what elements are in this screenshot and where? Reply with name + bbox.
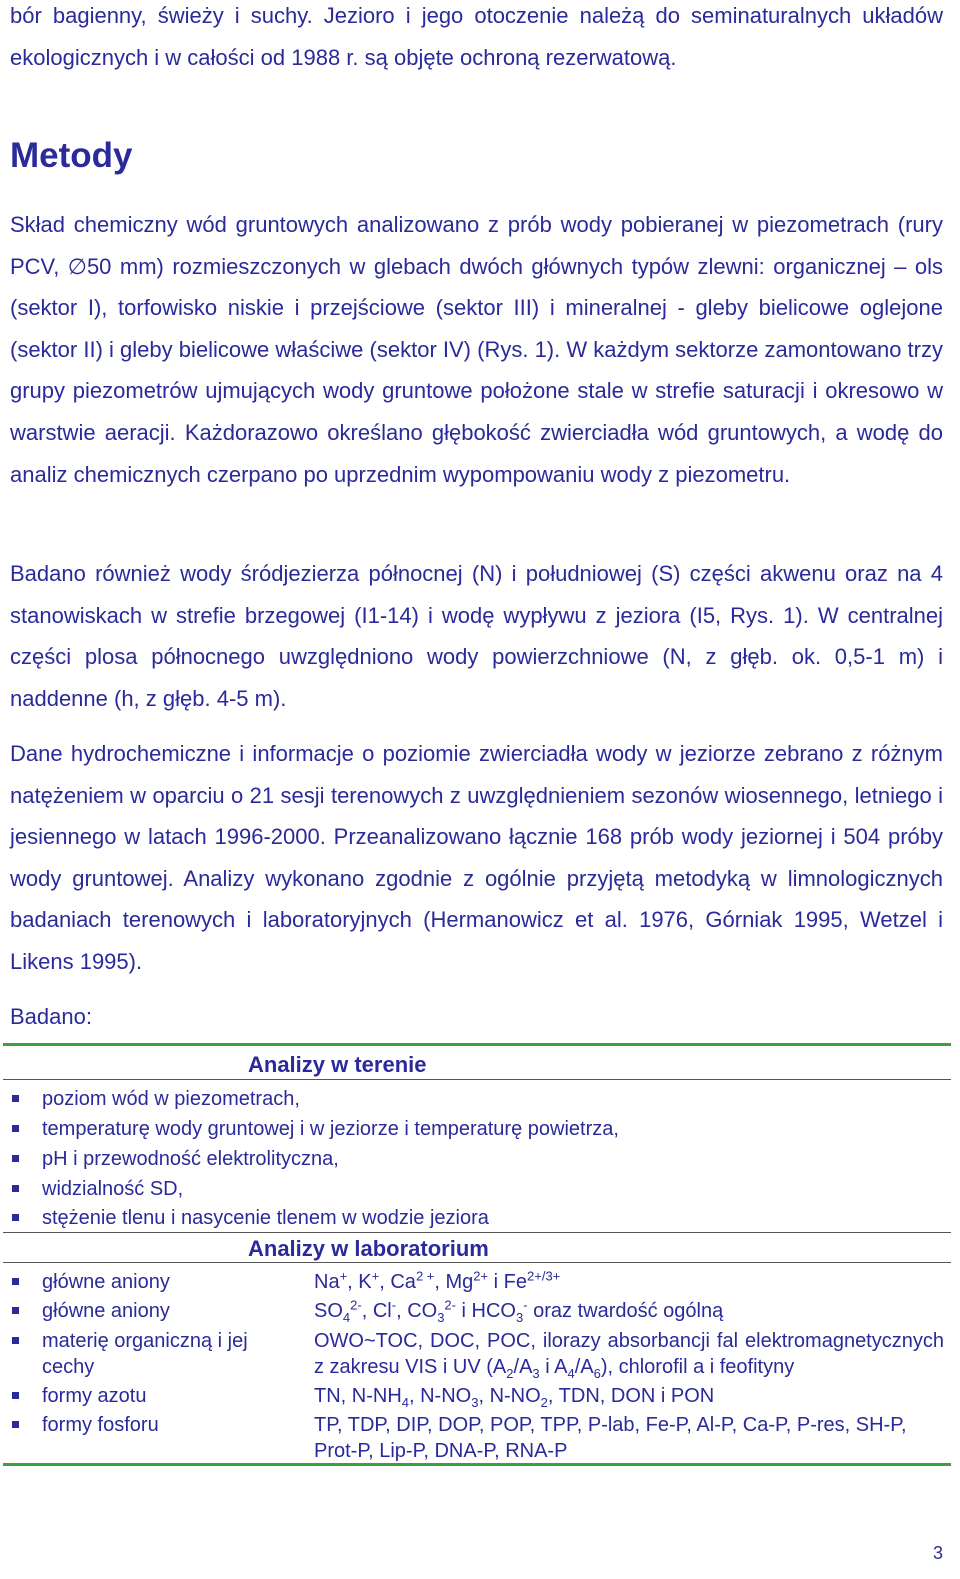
methods-paragraph-2: Badano również wody śródjezierza północnej (N) i południowej (S) części akwenu oraz na 4 stanowiskach w strefie brzegowej (I1-14) i wodę wypływu z jeziora (I5, Rys. 1). W centralnej części plosa północnego uwzględniono wody powierzchniowe (N, z głęb. ok. 0,5-1 m) i naddenne (h, z głęb. 4-5 m). [10, 561, 943, 711]
intro-paragraph: bór bagienny, świeży i suchy. Jezioro i jego otoczenie należą do seminaturalnych układów ekologicznych i w całości od 1988 r. są objęte ochroną rezerwatową. [10, 3, 943, 70]
table-bottom-rule [3, 1463, 951, 1466]
lab-title-rule [3, 1262, 951, 1263]
lab-section-top-rule [3, 1232, 951, 1233]
lab-item-value: TP, TDP, DIP, DOP, POP, TPP, P-lab, Fe-P, Al-P, Ca-P, P-res, SH-P, Prot-P, Lip-P, DNA-P, RNA-P [314, 1414, 907, 1462]
section-heading-metody: Metody [10, 136, 133, 175]
page-number: 3 [932, 1543, 943, 1563]
bullet-icon [12, 1278, 19, 1285]
bullet-icon [12, 1185, 19, 1192]
methods-paragraph-3: Dane hydrochemiczne i informacje o poziomie zwierciadła wody w jeziorze zebrano z różnym natężeniem w oparciu o 21 sesji terenowych z uwzględnieniem sezonów wiosennego, letniego i jesiennego w latach 1996-2000. Przeanalizowano łącznie 168 prób wody jeziornej i 504 próby wody gruntowej. Analizy wykonano zgodnie z ogólnie przyjętą metodyką w limnologicznych badaniach terenowych i laboratoryjnych (Hermanowicz et al. 1976, Górniak 1995, Wetzel i Likens 1995). [10, 741, 943, 974]
lab-item-value: Na+, K+, $Ca^{2 +}$, $Mg^{2+}$ i $Fe^{2+/3+}$ [314, 1268, 561, 1293]
methods-paragraph-1: Skład chemiczny wód gruntowych analizowano z prób wody pobieranej w piezometrach (rury PCV, ∅50 mm) rozmieszczonych w glebach dwóch głównych typów zlewni: organicznej – ols (sektor I), torfowisko niskie i przejściowe (sektor III) i mineralnej - gleby bielicowe oglejone (sektor II) i gleby bielicowe właściwe (sektor IV) (Rys. 1). W każdym sektorze zamontowano trzy grupy piezometrów ujmujących wody gruntowe położone stale w strefie saturacji i okresowo w warstwie aeracji. Każdorazowo określano głębokość zwierciadła wód gruntowych, a wodę do analiz chemicznych czerpano po uprzednim wypompowaniu wody z piezometru. [10, 212, 943, 487]
bullet-icon [12, 1337, 19, 1344]
bullet-icon [12, 1421, 19, 1428]
lab-item-value: OWO~TOC, DOC, POC, ilorazy absorbancji fal elektromagnetycznych z zakresu VIS i UV ($A_2/A_3$ i $A_4/A_6$), chlorofil a i feofityny [314, 1330, 944, 1381]
field-analysis-title: Analizy w terenie [248, 1052, 427, 1077]
bullet-icon [12, 1095, 19, 1102]
bullet-icon [12, 1155, 19, 1162]
bullet-icon [12, 1392, 19, 1399]
bullet-icon [12, 1125, 19, 1132]
bullet-icon [12, 1307, 19, 1314]
lab-analysis-title: Analizy w laboratorium [248, 1236, 489, 1261]
lab-item-value: TN, $N-NH_4$, $N-NO_3$, $N-NO_2$, TDN, DON i PON [314, 1385, 715, 1410]
badano-label: Badano: [10, 1004, 92, 1029]
table-top-rule [3, 1043, 951, 1046]
lab-item-value: $SO_4^{2-}$, Cl-, $CO_3^{2-}$ i $HCO_3^-$ oraz twardość ogólną [314, 1297, 724, 1325]
bullet-icon [12, 1214, 19, 1221]
field-title-rule [3, 1079, 951, 1080]
